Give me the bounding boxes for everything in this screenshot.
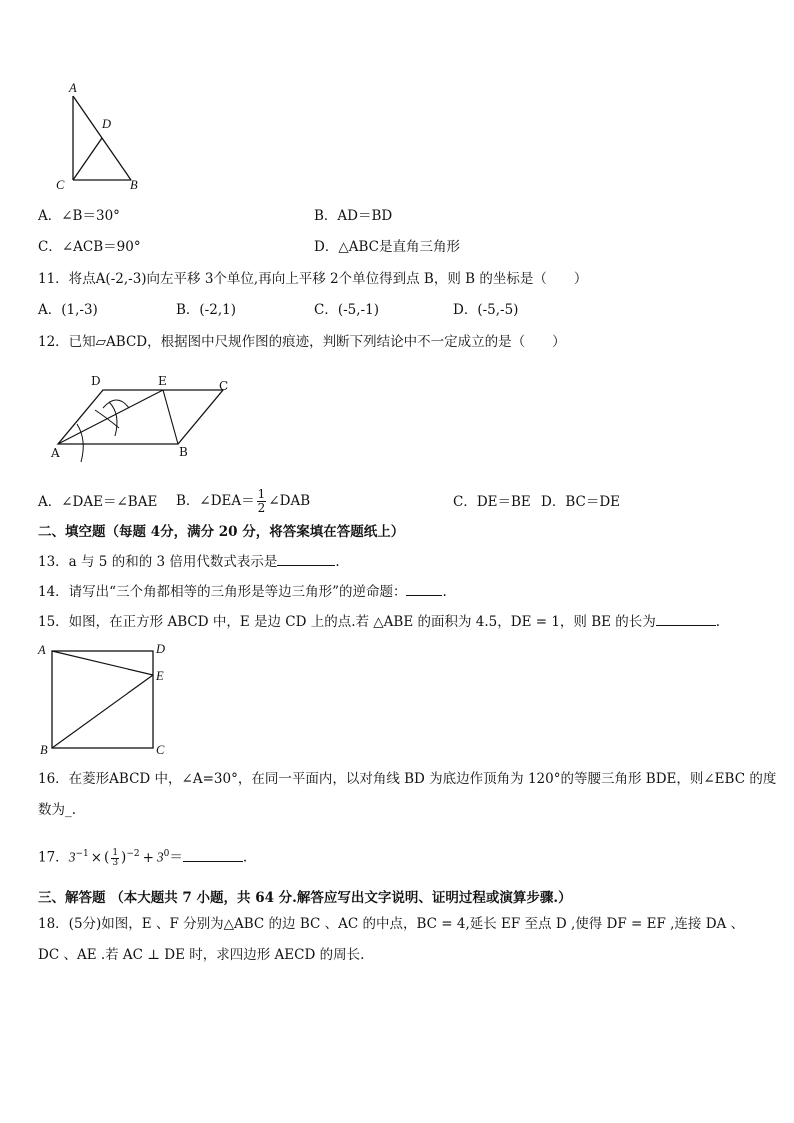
section-heading-solve: 三、解答题 （本大题共 7 小题，共 64 分.解答应写出文字说明、证明过程或演算步骤.） [38, 890, 572, 906]
label-c: C [219, 379, 229, 393]
label-d: D [102, 117, 112, 131]
construction-arc-3 [109, 402, 117, 436]
q17-answer-blank[interactable] [183, 849, 243, 862]
square-abcd [52, 651, 153, 748]
q14-stem: 14．请写出“三个角都相等的三角形是等边三角形”的逆命题： [38, 584, 407, 600]
segment-ae [52, 651, 153, 675]
q11-option-b[interactable]: B．(-2,1) [176, 302, 236, 318]
q14-end: . [442, 584, 447, 600]
q17-equals: ＝ [169, 849, 183, 866]
q14 [38, 583, 447, 601]
label-a: A [51, 446, 60, 460]
fraction-denominator: 2 [257, 500, 266, 515]
q12-option-b-suffix: ∠DAB [268, 493, 311, 509]
q17-times: × [90, 849, 103, 866]
q18-line2: DC 、AE .若 AC ⊥ DE 时，求四边形 AECD 的周长. [38, 947, 365, 963]
label-b: B [40, 743, 48, 757]
q17-paren-open: ( [104, 849, 110, 866]
q17-plus: + [142, 849, 154, 866]
q18-line1: 18．(5分)如图，E 、F 分别为△ABC 的边 BC 、AC 的中点，BC = 4,延长 EF 至点 D ,使得 DF = EF ,连接 DA 、 [38, 916, 745, 932]
q12-option-d[interactable]: D．BC＝DE [541, 494, 621, 510]
label-a: A [38, 643, 46, 657]
parallelogram-abcd [58, 390, 223, 444]
label-c: C [56, 178, 65, 192]
q13-stem: 13．a 与 5 的和的 3 倍用代数式表示是 [38, 554, 278, 570]
label-c: C [156, 743, 165, 757]
q17-base-3: 3 [156, 849, 164, 865]
triangle-figure-q10 [58, 82, 138, 192]
segment-cd [73, 138, 102, 180]
q14-answer-blank[interactable] [406, 583, 442, 596]
q11-option-d[interactable]: D．(-5,-5) [453, 302, 519, 318]
fraction-numerator: 1 [112, 847, 119, 858]
q15-answer-blank[interactable] [656, 613, 716, 626]
label-b: B [179, 445, 188, 459]
q12-option-b-prefix: B．∠DEA＝ [176, 493, 255, 509]
q17-exponent-3: 0 [163, 849, 170, 859]
q10-option-c[interactable]: C．∠ACB＝90° [38, 239, 141, 255]
segment-eb [163, 390, 178, 444]
q17-prefix: 17． [38, 849, 69, 866]
q12-option-b[interactable] [176, 483, 310, 519]
q17-end: . [242, 849, 248, 866]
q12-option-a[interactable]: A．∠DAE＝∠BAE [38, 494, 158, 510]
q11-option-a[interactable]: A．(1,-3) [38, 302, 98, 318]
q16-line1: 16．在菱形ABCD 中，∠A=30°，在同一平面内，以对角线 BD 为底边作顶角为 120°的等腰三角形 BDE，则∠EBC 的度 [38, 771, 777, 787]
label-b: B [130, 178, 138, 192]
q12-option-c[interactable]: C．DE＝BE [453, 494, 531, 510]
segment-be [52, 675, 153, 748]
q15-stem: 15．如图，在正方形 ABCD 中，E 是边 CD 上的点.若 △ABE 的面积为 4.5，DE = 1，则 BE 的长为 [38, 614, 656, 630]
q12-stem: 12．已知▱ABCD，根据图中尺规作图的痕迹，判断下列结论中不一定成立的是（ ） [38, 334, 566, 350]
q13-end: . [335, 554, 340, 570]
construction-arc-1 [77, 424, 83, 462]
section-heading-fill-blank: 二、填空题（每题 4分，满分 20 分，将答案填在答题纸上） [38, 524, 405, 540]
q10-option-a[interactable]: A．∠B＝30° [38, 208, 120, 224]
q10-option-d[interactable]: D．△ABC是直角三角形 [314, 239, 460, 255]
fraction-one-half [257, 488, 267, 515]
label-d: D [91, 374, 101, 388]
q13 [38, 553, 340, 571]
label-e: E [156, 669, 164, 683]
parallelogram-figure-q12 [45, 380, 245, 470]
fraction-one-third [111, 849, 119, 868]
q11-stem: 11．将点A(-2,-3)向左平移 3个单位,再向上平移 2个单位得到点 B，则 B 的坐标是（ ） [38, 271, 588, 287]
q11-option-c[interactable]: C．(-5,-1) [314, 302, 379, 318]
label-a: A [69, 81, 77, 95]
label-e: E [158, 374, 167, 388]
q15-end: . [715, 614, 721, 630]
fraction-numerator: 1 [257, 486, 266, 501]
construction-arc-4 [103, 400, 129, 408]
q17-paren-close: ) [121, 849, 127, 866]
q15 [38, 613, 720, 631]
q17 [38, 845, 247, 868]
q16-line2: 数为_. [38, 802, 77, 818]
q17-exponent-1: −1 [75, 849, 89, 859]
q13-answer-blank[interactable] [277, 553, 335, 566]
q17-base-1: 3 [68, 849, 76, 865]
segment-ae [58, 390, 163, 444]
fraction-denominator: 3 [112, 857, 119, 868]
label-d: D [156, 642, 166, 656]
q17-exponent-2: −2 [126, 849, 140, 859]
q10-option-b[interactable]: B．AD＝BD [314, 208, 393, 224]
square-figure-q15 [50, 648, 170, 758]
